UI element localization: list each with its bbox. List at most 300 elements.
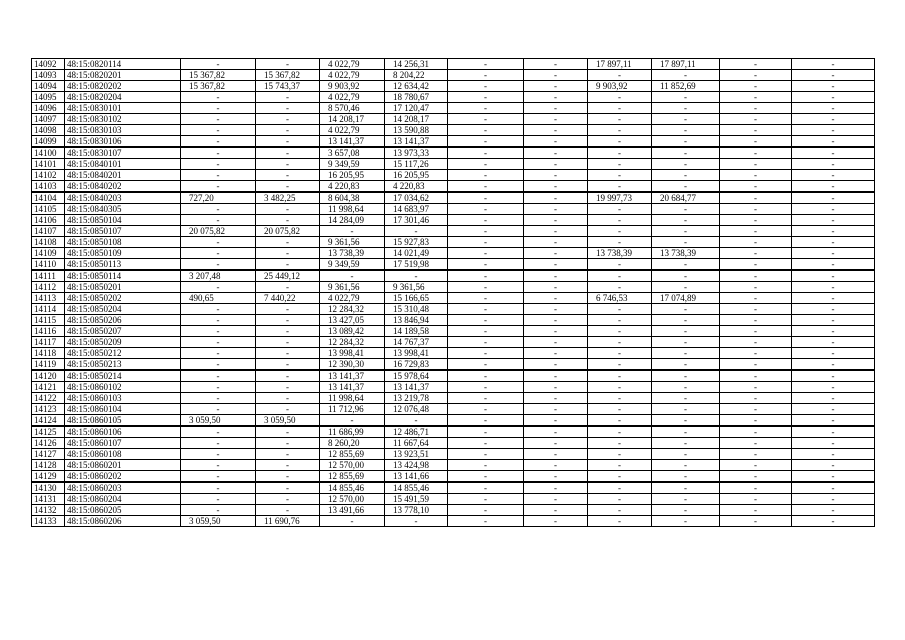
value-cell-9: - (720, 70, 792, 81)
value-cell-10: - (792, 505, 875, 516)
row-number-cell: 14118 (32, 348, 65, 359)
value-cell-4: 13 424,98 (385, 460, 448, 471)
value-cell-2: - (256, 482, 320, 494)
table-row (32, 293, 875, 304)
value-cell-8: 17 897,11 (652, 59, 720, 70)
cadastral-number-cell: 48:15:0850209 (65, 337, 181, 348)
value-cell-5: - (448, 204, 524, 215)
value-cell-6: - (524, 393, 588, 404)
row-number-cell: 14099 (32, 136, 65, 148)
value-cell-2: - (256, 125, 320, 136)
value-cell-9: - (720, 304, 792, 315)
value-cell-8: - (652, 348, 720, 359)
value-cell-8: - (652, 449, 720, 460)
value-cell-1: - (181, 471, 256, 483)
value-cell-8: - (652, 404, 720, 415)
value-cell-8: - (652, 370, 720, 382)
value-cell-8: - (652, 460, 720, 471)
row-number-cell: 14132 (32, 505, 65, 516)
cadastral-number-cell: 48:15:0840101 (65, 159, 181, 170)
value-cell-10: - (792, 70, 875, 81)
value-cell-9: - (720, 494, 792, 505)
value-cell-2: - (256, 136, 320, 148)
value-cell-3: 4 220,83 (320, 181, 385, 193)
value-cell-6: - (524, 438, 588, 449)
value-cell-7: 13 738,39 (588, 248, 652, 259)
value-cell-5: - (448, 404, 524, 415)
value-cell-2: 11 690,76 (256, 516, 320, 527)
value-cell-7: - (588, 516, 652, 527)
table-row (32, 326, 875, 337)
value-cell-4: 14 767,37 (385, 337, 448, 348)
value-cell-6: - (524, 103, 588, 114)
table-row (32, 181, 875, 193)
value-cell-6: - (524, 505, 588, 516)
value-cell-7: - (588, 359, 652, 371)
value-cell-1: - (181, 426, 256, 438)
value-cell-9: - (720, 147, 792, 159)
value-cell-5: - (448, 348, 524, 359)
table-row (32, 359, 875, 371)
value-cell-7: - (588, 449, 652, 460)
value-cell-5: - (448, 494, 524, 505)
value-cell-5: - (448, 393, 524, 404)
value-cell-4: 14 256,31 (385, 59, 448, 70)
value-cell-3: 12 855,69 (320, 449, 385, 460)
value-cell-1: - (181, 237, 256, 248)
value-cell-1: 490,65 (181, 293, 256, 304)
value-cell-2: 7 440,22 (256, 293, 320, 304)
value-cell-5: - (448, 70, 524, 81)
value-cell-7: - (588, 92, 652, 103)
value-cell-7: - (588, 226, 652, 237)
cadastral-number-cell: 48:15:0860204 (65, 494, 181, 505)
value-cell-9: - (720, 59, 792, 70)
value-cell-9: - (720, 482, 792, 494)
value-cell-4: 14 683,97 (385, 204, 448, 215)
value-cell-10: - (792, 382, 875, 393)
value-cell-5: - (448, 438, 524, 449)
value-cell-6: - (524, 315, 588, 326)
value-cell-1: - (181, 215, 256, 226)
value-cell-1: - (181, 92, 256, 103)
value-cell-10: - (792, 259, 875, 271)
value-cell-8: 13 738,39 (652, 248, 720, 259)
row-number-cell: 14112 (32, 282, 65, 293)
value-cell-4: 18 780,67 (385, 92, 448, 103)
cadastral-number-cell: 48:15:0860202 (65, 471, 181, 483)
cadastral-number-cell: 48:15:0860106 (65, 426, 181, 438)
value-cell-4: 17 519,98 (385, 259, 448, 271)
value-cell-1: - (181, 505, 256, 516)
value-cell-5: - (448, 81, 524, 92)
value-cell-5: - (448, 59, 524, 70)
value-cell-1: - (181, 136, 256, 148)
row-number-cell: 14119 (32, 359, 65, 371)
value-cell-10: - (792, 237, 875, 248)
value-cell-4: 12 634,42 (385, 81, 448, 92)
value-cell-3: 13 141,37 (320, 136, 385, 148)
value-cell-5: - (448, 482, 524, 494)
value-cell-8: 20 684,77 (652, 192, 720, 204)
value-cell-9: - (720, 259, 792, 271)
value-cell-1: - (181, 170, 256, 181)
value-cell-8: - (652, 181, 720, 193)
value-cell-10: - (792, 136, 875, 148)
value-cell-6: - (524, 114, 588, 125)
table-row (32, 125, 875, 136)
value-cell-4: 15 117,26 (385, 159, 448, 170)
value-cell-3: 12 284,32 (320, 337, 385, 348)
table-body (32, 59, 875, 527)
value-cell-7: - (588, 426, 652, 438)
value-cell-4: - (385, 226, 448, 237)
cadastral-number-cell: 48:15:0850202 (65, 293, 181, 304)
value-cell-10: - (792, 147, 875, 159)
value-cell-5: - (448, 415, 524, 427)
value-cell-10: - (792, 460, 875, 471)
value-cell-8: - (652, 70, 720, 81)
table-row (32, 114, 875, 125)
value-cell-1: - (181, 59, 256, 70)
value-cell-6: - (524, 270, 588, 282)
row-number-cell: 14097 (32, 114, 65, 125)
value-cell-7: - (588, 315, 652, 326)
value-cell-9: - (720, 449, 792, 460)
row-number-cell: 14093 (32, 70, 65, 81)
value-cell-2: - (256, 215, 320, 226)
cadastral-number-cell: 48:15:0850207 (65, 326, 181, 337)
table-row (32, 449, 875, 460)
value-cell-1: - (181, 337, 256, 348)
value-cell-8: - (652, 215, 720, 226)
value-cell-7: 6 746,53 (588, 293, 652, 304)
value-cell-4: 13 141,37 (385, 136, 448, 148)
row-number-cell: 14131 (32, 494, 65, 505)
value-cell-7: - (588, 382, 652, 393)
row-number-cell: 14107 (32, 226, 65, 237)
value-cell-7: 9 903,92 (588, 81, 652, 92)
cadastral-number-cell: 48:15:0860105 (65, 415, 181, 427)
value-cell-5: - (448, 370, 524, 382)
value-cell-10: - (792, 359, 875, 371)
value-cell-1: - (181, 147, 256, 159)
value-cell-3: 13 141,37 (320, 370, 385, 382)
value-cell-10: - (792, 494, 875, 505)
value-cell-7: - (588, 337, 652, 348)
table-row (32, 348, 875, 359)
value-cell-2: - (256, 315, 320, 326)
value-cell-4: 15 310,48 (385, 304, 448, 315)
value-cell-10: - (792, 226, 875, 237)
value-cell-7: - (588, 125, 652, 136)
value-cell-6: - (524, 404, 588, 415)
value-cell-6: - (524, 181, 588, 193)
cadastral-number-cell: 48:15:0860203 (65, 482, 181, 494)
value-cell-10: - (792, 393, 875, 404)
value-cell-10: - (792, 404, 875, 415)
value-cell-5: - (448, 237, 524, 248)
cadastral-number-cell: 48:15:0850114 (65, 270, 181, 282)
value-cell-2: - (256, 59, 320, 70)
row-number-cell: 14096 (32, 103, 65, 114)
row-number-cell: 14100 (32, 147, 65, 159)
value-cell-4: 14 021,49 (385, 248, 448, 259)
value-cell-10: - (792, 348, 875, 359)
value-cell-3: 9 903,92 (320, 81, 385, 92)
value-cell-5: - (448, 516, 524, 527)
cadastral-number-cell: 48:15:0820204 (65, 92, 181, 103)
value-cell-6: - (524, 59, 588, 70)
value-cell-4: - (385, 270, 448, 282)
cadastral-number-cell: 48:15:0830102 (65, 114, 181, 125)
row-number-cell: 14092 (32, 59, 65, 70)
value-cell-9: - (720, 315, 792, 326)
value-cell-6: - (524, 237, 588, 248)
table-row (32, 516, 875, 527)
value-cell-9: - (720, 215, 792, 226)
value-cell-8: - (652, 125, 720, 136)
row-number-cell: 14114 (32, 304, 65, 315)
value-cell-4: 13 141,66 (385, 471, 448, 483)
value-cell-5: - (448, 282, 524, 293)
value-cell-1: - (181, 125, 256, 136)
value-cell-1: - (181, 103, 256, 114)
value-cell-10: - (792, 59, 875, 70)
row-number-cell: 14125 (32, 426, 65, 438)
value-cell-7: - (588, 494, 652, 505)
cadastral-number-cell: 48:15:0860205 (65, 505, 181, 516)
value-cell-2: - (256, 181, 320, 193)
value-cell-3: 4 022,79 (320, 125, 385, 136)
value-cell-5: - (448, 315, 524, 326)
value-cell-3: 8 604,38 (320, 192, 385, 204)
value-cell-7: - (588, 215, 652, 226)
value-cell-5: - (448, 114, 524, 125)
value-cell-2: - (256, 237, 320, 248)
value-cell-3: 8 260,20 (320, 438, 385, 449)
row-number-cell: 14133 (32, 516, 65, 527)
value-cell-4: - (385, 415, 448, 427)
value-cell-8: - (652, 438, 720, 449)
value-cell-9: - (720, 370, 792, 382)
value-cell-3: 3 657,08 (320, 147, 385, 159)
value-cell-5: - (448, 125, 524, 136)
value-cell-4: 12 076,48 (385, 404, 448, 415)
value-cell-5: - (448, 215, 524, 226)
value-cell-4: 15 927,83 (385, 237, 448, 248)
value-cell-10: - (792, 92, 875, 103)
table-row (32, 438, 875, 449)
cadastral-number-cell: 48:15:0840201 (65, 170, 181, 181)
value-cell-8: - (652, 494, 720, 505)
row-number-cell: 14122 (32, 393, 65, 404)
table-row (32, 59, 875, 70)
value-cell-9: - (720, 326, 792, 337)
value-cell-10: - (792, 103, 875, 114)
value-cell-4: 15 491,59 (385, 494, 448, 505)
table-row (32, 248, 875, 259)
value-cell-10: - (792, 181, 875, 193)
value-cell-1: - (181, 304, 256, 315)
value-cell-6: - (524, 81, 588, 92)
row-number-cell: 14128 (32, 460, 65, 471)
value-cell-4: 13 846,94 (385, 315, 448, 326)
value-cell-5: - (448, 159, 524, 170)
value-cell-9: - (720, 192, 792, 204)
value-cell-9: - (720, 159, 792, 170)
value-cell-5: - (448, 505, 524, 516)
cadastral-number-cell: 48:15:0850107 (65, 226, 181, 237)
value-cell-9: - (720, 248, 792, 259)
value-cell-6: - (524, 359, 588, 371)
value-cell-3: 9 349,59 (320, 259, 385, 271)
value-cell-5: - (448, 136, 524, 148)
value-cell-5: - (448, 293, 524, 304)
value-cell-3: 12 570,00 (320, 460, 385, 471)
table-row (32, 215, 875, 226)
value-cell-1: - (181, 159, 256, 170)
value-cell-7: 17 897,11 (588, 59, 652, 70)
table-row (32, 426, 875, 438)
value-cell-10: - (792, 192, 875, 204)
value-cell-2: - (256, 494, 320, 505)
value-cell-3: 14 855,46 (320, 482, 385, 494)
value-cell-7: - (588, 438, 652, 449)
cadastral-number-cell: 48:15:0850212 (65, 348, 181, 359)
value-cell-8: - (652, 337, 720, 348)
value-cell-1: - (181, 460, 256, 471)
value-cell-1: 3 059,50 (181, 516, 256, 527)
table-row (32, 259, 875, 271)
data-table (31, 58, 875, 527)
cadastral-number-cell: 48:15:0820202 (65, 81, 181, 92)
value-cell-10: - (792, 215, 875, 226)
value-cell-4: 17 120,47 (385, 103, 448, 114)
value-cell-3: 8 570,46 (320, 103, 385, 114)
value-cell-3: 13 738,39 (320, 248, 385, 259)
value-cell-2: - (256, 449, 320, 460)
value-cell-2: - (256, 259, 320, 271)
value-cell-9: - (720, 226, 792, 237)
value-cell-4: 13 219,78 (385, 393, 448, 404)
value-cell-8: 11 852,69 (652, 81, 720, 92)
value-cell-10: - (792, 482, 875, 494)
row-number-cell: 14094 (32, 81, 65, 92)
value-cell-5: - (448, 426, 524, 438)
value-cell-2: - (256, 370, 320, 382)
value-cell-4: 16 729,83 (385, 359, 448, 371)
value-cell-7: - (588, 136, 652, 148)
value-cell-1: - (181, 181, 256, 193)
value-cell-4: 14 208,17 (385, 114, 448, 125)
value-cell-5: - (448, 449, 524, 460)
value-cell-2: - (256, 103, 320, 114)
value-cell-7: - (588, 103, 652, 114)
value-cell-4: 12 486,71 (385, 426, 448, 438)
value-cell-3: - (320, 226, 385, 237)
row-number-cell: 14126 (32, 438, 65, 449)
value-cell-5: - (448, 192, 524, 204)
value-cell-10: - (792, 114, 875, 125)
cadastral-number-cell: 48:15:0830106 (65, 136, 181, 148)
value-cell-7: - (588, 326, 652, 337)
value-cell-8: - (652, 114, 720, 125)
value-cell-9: - (720, 415, 792, 427)
value-cell-2: - (256, 404, 320, 415)
value-cell-3: 12 284,32 (320, 304, 385, 315)
value-cell-1: - (181, 348, 256, 359)
value-cell-2: - (256, 147, 320, 159)
cadastral-number-cell: 48:15:0830101 (65, 103, 181, 114)
value-cell-6: - (524, 426, 588, 438)
table-row (32, 136, 875, 148)
cadastral-number-cell: 48:15:0860107 (65, 438, 181, 449)
value-cell-1: - (181, 404, 256, 415)
value-cell-10: - (792, 125, 875, 136)
value-cell-3: 13 491,66 (320, 505, 385, 516)
value-cell-10: - (792, 426, 875, 438)
table-row (32, 471, 875, 483)
value-cell-6: - (524, 92, 588, 103)
cadastral-number-cell: 48:15:0830107 (65, 147, 181, 159)
row-number-cell: 14113 (32, 293, 65, 304)
value-cell-2: - (256, 471, 320, 483)
cadastral-number-cell: 48:15:0830103 (65, 125, 181, 136)
value-cell-2: - (256, 460, 320, 471)
value-cell-2: 15 367,82 (256, 70, 320, 81)
value-cell-6: - (524, 304, 588, 315)
value-cell-1: - (181, 393, 256, 404)
value-cell-5: - (448, 326, 524, 337)
row-number-cell: 14116 (32, 326, 65, 337)
value-cell-5: - (448, 170, 524, 181)
value-cell-8: - (652, 226, 720, 237)
value-cell-2: - (256, 114, 320, 125)
value-cell-3: 13 141,37 (320, 382, 385, 393)
value-cell-3: 14 284,09 (320, 215, 385, 226)
value-cell-2: 15 743,37 (256, 81, 320, 92)
value-cell-9: - (720, 125, 792, 136)
value-cell-4: 4 220,83 (385, 181, 448, 193)
cadastral-number-cell: 48:15:0820114 (65, 59, 181, 70)
table-row (32, 337, 875, 348)
row-number-cell: 14095 (32, 92, 65, 103)
value-cell-4: 13 590,88 (385, 125, 448, 136)
value-cell-1: - (181, 204, 256, 215)
value-cell-9: - (720, 382, 792, 393)
value-cell-9: - (720, 181, 792, 193)
value-cell-1: - (181, 438, 256, 449)
value-cell-1: - (181, 114, 256, 125)
value-cell-8: - (652, 259, 720, 271)
value-cell-6: - (524, 460, 588, 471)
value-cell-1: - (181, 282, 256, 293)
value-cell-3: 4 022,79 (320, 70, 385, 81)
value-cell-3: - (320, 415, 385, 427)
table-row (32, 147, 875, 159)
value-cell-8: - (652, 393, 720, 404)
value-cell-2: - (256, 348, 320, 359)
row-number-cell: 14104 (32, 192, 65, 204)
value-cell-5: - (448, 103, 524, 114)
cadastral-number-cell: 48:15:0850104 (65, 215, 181, 226)
row-number-cell: 14110 (32, 259, 65, 271)
value-cell-6: - (524, 159, 588, 170)
value-cell-6: - (524, 147, 588, 159)
cadastral-number-cell: 48:15:0840305 (65, 204, 181, 215)
value-cell-1: - (181, 482, 256, 494)
